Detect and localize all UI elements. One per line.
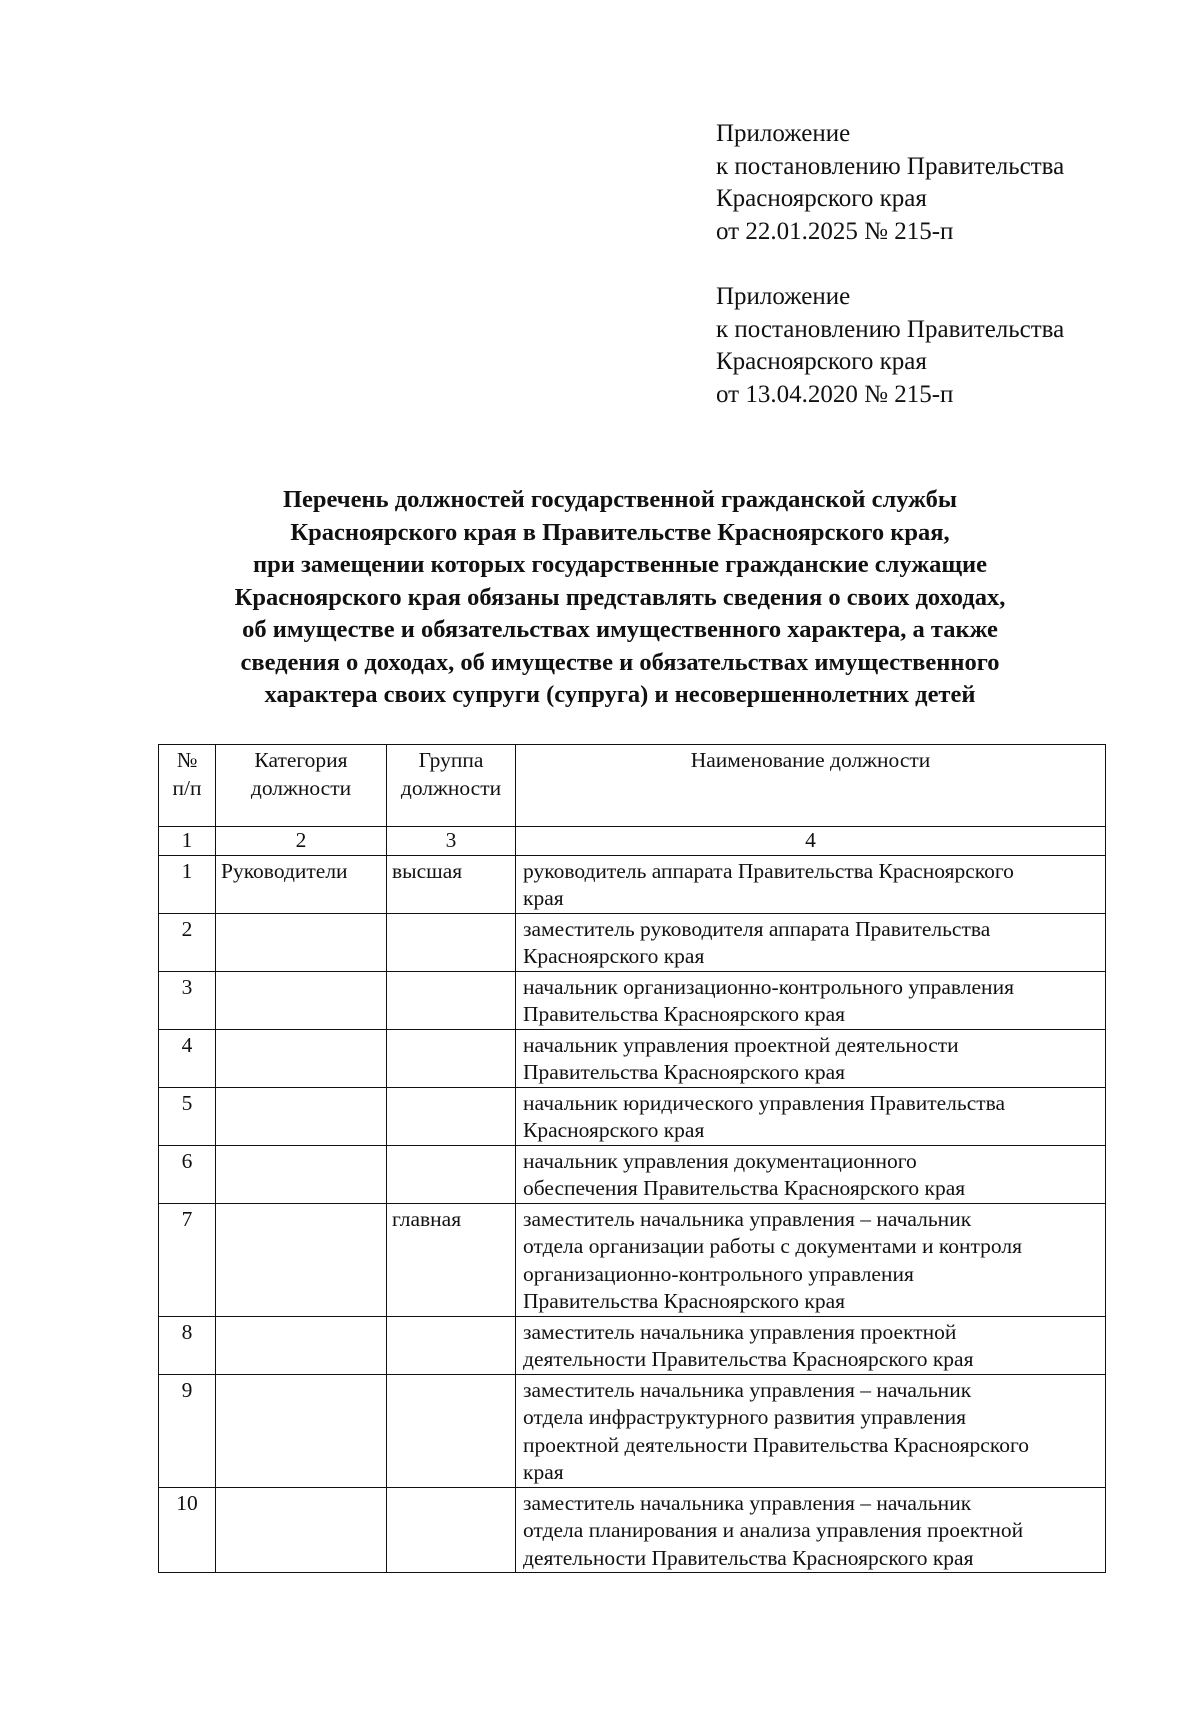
column-number-row — [159, 827, 1106, 856]
table-row — [159, 971, 1106, 1029]
row-position-name — [516, 1145, 1106, 1203]
appendix-region: Красноярского края — [716, 348, 927, 375]
appendix-date-number: от 13.04.2020 № 215-п — [716, 380, 954, 408]
row-category: Руководители — [216, 855, 387, 913]
header-text: № — [176, 748, 198, 772]
appendix-block-current — [716, 118, 1064, 248]
row-position-name — [516, 1316, 1106, 1374]
header-text: должности — [400, 775, 502, 800]
table-row — [159, 1374, 1106, 1487]
position-name-line: Правительства Красноярского края — [523, 1002, 846, 1026]
row-category — [216, 1087, 387, 1145]
table-row — [159, 913, 1106, 971]
row-number: 2 — [159, 913, 216, 971]
row-position-name — [516, 971, 1106, 1029]
row-number: 8 — [159, 1316, 216, 1374]
appendix-date-number: от 22.01.2025 № 215-п — [716, 217, 954, 245]
position-name-line: отдела организации работы с документами и контроля — [523, 1234, 1022, 1258]
document-title — [120, 484, 1120, 712]
position-name-line: руководитель аппарата Правительства Красноярского — [523, 858, 1014, 883]
row-number: 4 — [159, 1029, 216, 1087]
row-category — [216, 971, 387, 1029]
table-header-row — [159, 745, 1106, 827]
row-category — [216, 1029, 387, 1087]
header-text: Категория — [254, 748, 348, 772]
position-name-line: заместитель начальника управления – начальник — [523, 1377, 972, 1402]
row-position-name — [516, 913, 1106, 971]
header-text: п/п — [172, 775, 202, 800]
header-text: Наименование должности — [690, 748, 931, 772]
title-line: при замещении которых государственные гражданские служащие — [252, 551, 988, 578]
table-row — [159, 855, 1106, 913]
position-name-line: края — [523, 1460, 564, 1484]
position-name-line: начальник управления документационного — [523, 1148, 917, 1173]
table-body — [159, 855, 1106, 1573]
row-group — [387, 1145, 516, 1203]
row-position-name — [516, 1029, 1106, 1087]
row-group — [387, 1087, 516, 1145]
position-name-line: начальник управления проектной деятельности — [523, 1032, 959, 1057]
position-name-line: проектной деятельности Правительства Красноярского — [523, 1432, 1029, 1457]
title-line: об имуществе и обязательствах имущественного характера, а также — [242, 616, 998, 643]
title-line: сведения о доходах, об имуществе и обязательствах имущественного — [240, 648, 1000, 676]
table-row — [159, 1316, 1106, 1374]
title-line: Красноярского края в Правительстве Красноярского края, — [290, 518, 950, 546]
position-name-line: начальник организационно-контрольного управления — [523, 974, 1014, 999]
row-group — [387, 1029, 516, 1087]
header-num — [159, 745, 216, 827]
row-position-name — [516, 1203, 1106, 1316]
title-line: Перечень должностей государственной гражданской службы — [282, 486, 957, 513]
position-name-line: деятельности Правительства Красноярского края — [523, 1347, 974, 1371]
table-row — [159, 1145, 1106, 1203]
appendix-decree-ref: к постановлению Правительства — [716, 315, 1065, 343]
title-line: Красноярского края обязаны представлять сведения о своих доходах, — [234, 583, 1006, 611]
position-name-line: края — [523, 886, 564, 910]
row-number: 6 — [159, 1145, 216, 1203]
row-category — [216, 1487, 387, 1573]
position-name-line: Красноярского края — [523, 1118, 705, 1142]
appendix-decree-ref: к постановлению Правительства — [716, 152, 1065, 180]
row-category — [216, 1145, 387, 1203]
header-group — [387, 745, 516, 827]
header-category — [216, 745, 387, 827]
row-number: 5 — [159, 1087, 216, 1145]
row-number: 3 — [159, 971, 216, 1029]
position-name-line: деятельности Правительства Красноярского края — [523, 1545, 974, 1570]
position-name-line: организационно-контрольного управления — [523, 1261, 914, 1286]
position-name-line: отдела инфраструктурного развития управления — [523, 1405, 966, 1429]
row-group — [387, 1316, 516, 1374]
table-row — [159, 1029, 1106, 1087]
position-name-line: заместитель начальника управления – начальник — [523, 1206, 972, 1231]
row-position-name — [516, 1487, 1106, 1573]
position-name-line: Правительства Красноярского края — [523, 1289, 846, 1313]
header-text: должности — [250, 775, 352, 800]
position-name-line: Правительства Красноярского края — [523, 1060, 846, 1084]
position-name-line: отдела планирования и анализа управления проектной — [523, 1518, 1024, 1542]
row-group: высшая — [387, 855, 516, 913]
title-line: характера своих супруги (супруга) и несовершеннолетних детей — [264, 681, 976, 708]
column-number: 2 — [216, 827, 387, 856]
header-name — [516, 745, 1106, 827]
row-position-name — [516, 855, 1106, 913]
appendix-region: Красноярского края — [716, 185, 927, 212]
row-category — [216, 1374, 387, 1487]
positions-table — [158, 744, 1106, 1573]
row-position-name — [516, 1374, 1106, 1487]
row-group — [387, 1374, 516, 1487]
row-number: 10 — [159, 1487, 216, 1573]
row-group — [387, 971, 516, 1029]
column-number: 1 — [159, 827, 216, 856]
appendix-label: Приложение — [716, 283, 851, 310]
position-name-line: обеспечения Правительства Красноярского края — [523, 1176, 966, 1200]
row-number: 7 — [159, 1203, 216, 1316]
table-row — [159, 1203, 1106, 1316]
table-row — [159, 1487, 1106, 1573]
table-row — [159, 1087, 1106, 1145]
position-name-line: Красноярского края — [523, 944, 705, 968]
position-name-line: заместитель начальника управления – начальник — [523, 1490, 972, 1515]
row-position-name — [516, 1087, 1106, 1145]
appendix-label: Приложение — [716, 120, 851, 147]
appendix-block-original — [716, 281, 1064, 411]
position-name-line: начальник юридического управления Правительства — [523, 1090, 1006, 1115]
row-category — [216, 913, 387, 971]
row-category — [216, 1316, 387, 1374]
row-group: главная — [387, 1203, 516, 1316]
column-number: 4 — [516, 827, 1106, 856]
row-group — [387, 1487, 516, 1573]
row-number: 9 — [159, 1374, 216, 1487]
row-group — [387, 913, 516, 971]
column-number: 3 — [387, 827, 516, 856]
row-category — [216, 1203, 387, 1316]
header-text: Группа — [418, 748, 484, 772]
row-number: 1 — [159, 855, 216, 913]
position-name-line: заместитель руководителя аппарата Правительства — [523, 916, 991, 941]
position-name-line: заместитель начальника управления проектной — [523, 1319, 957, 1344]
